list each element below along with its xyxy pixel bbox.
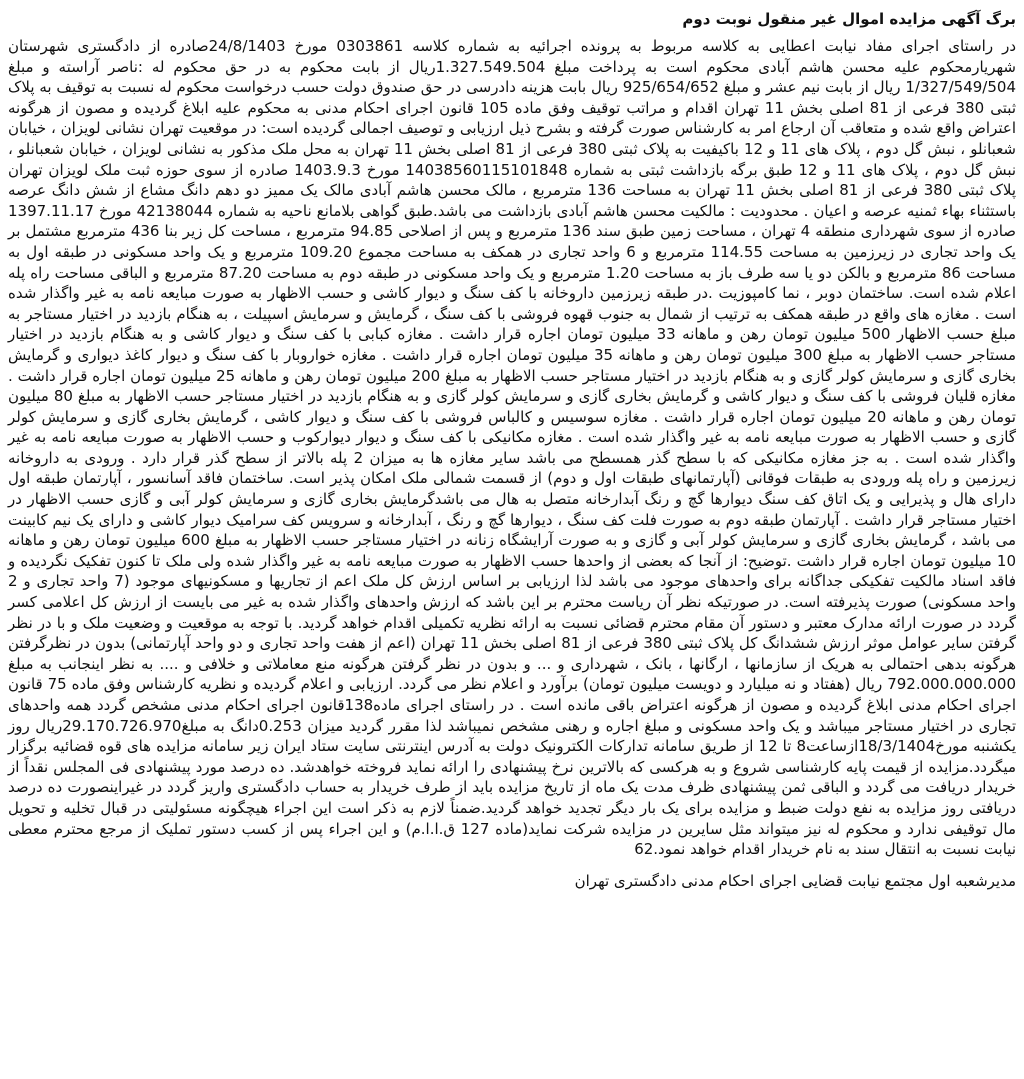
notice-title: برگ آگهی مزایده اموال غیر منقول نوبت دوم <box>682 10 1016 28</box>
notice-body: در راستای اجرای مفاد نیابت اعطایی به کلاسه مربوط به پرونده اجرائیه به شماره کلاسه 0303861 مورخ 24/8/1403صادره از دادگستری شهرستان شهریارمحکوم علیه محسن هاشم آبادی محکوم است به پرداخت مبلغ 1.327.549.504ریال از بابت محکوم به در حق محکوم له :ناصر آراسته و مبلغ 1/327/549/504 ریال از بابت نیم عشر و مبلغ 925/654/652 ریال بابت هزینه دادرسی در حق صندوق دولت حسب درخواست محکوم له نسبت به توقیف به پلاک ثبتی 380 فرعی از 81 اصلی بخش 11 تهران اقدام و مراتب توقیف وفق ماده 105 قانون اجرای احکام مدنی به محکوم علیه ابلاغ گردیده و مصون از هرگونه اعتراض واقع شده و متعاقب آن ارجاع امر به کارشناس صورت گرفته و بشرح ذیل ارزیابی و توصیف اجمالی گردیده است: در موقعیت تهران نشانی لویزان ، خیابان شعبانلو ، نبش گل دوم ، پلاک های 11 و 12 باکیفیت به پلاک ثبتی 380 فرعی از 81 اصلی بخش 11 تهران به محل ملک مذکور به نشانی لویزان ، خیابان شعبانلو ، نبش گل دوم ، پلاک های 11 و 12 طبق برگه بازداشت ثبتی به شماره 14038560115101848 مورخ 1403.9.3 صادره از سوی حوزه ثبت ملک لویزان تهران پلاک ثبتی 380 فرعی از 81 اصلی بخش 11 تهران به مساحت 136 مترمربع ، مالک محسن هاشم آبادی مالک یک ممیز دو دهم دانگ مشاع از شش دانگ عرصه باستثناء بهاء ثمنیه عرصه و اعیان . محدودیت : مالکیت محسن هاشم آبادی بازداشت می باشد.طبق گواهی بلامانع ناحیه به شماره 42138044 مورخ 1397.11.17 صادره از سوی شهرداری منطقه 4 تهران ، مساحت زمین طبق سند 136 مترمربع و پس از اصلاحی 94.85 مترمربع ، مساحت کل زیر بنا 436 مترمربع مشتمل بر یک واحد تجاری در زیرزمین به مساحت 114.55 مترمربع و 6 واحد تجاری در همکف به مساحت مجموع 109.20 مترمربع و یک واحد مسکونی در طبقه اول به مساحت 86 مترمربع و بالکن دو یا سه طرف باز به مساحت 1.20 مترمربع و یک واحد مسکونی در طبقه دوم به مساحت 87.20 مترمربع و الباقی مساحت راه پله اعلام شده است. ساختمان دوبر ، نما کامپوزیت .در طبقه زیرزمین داروخانه با کف سنگ و دیوار کاشی و حسب الاظهار به صورت مبایعه نامه به غیر واگذار شده است . مغازه های واقع در طبقه همکف به ترتیب از شمال به جنوب قهوه فروشی با کف سنگ ، گرمایش و سرمایش اسپیلت ، به هنگام بازدید در اختیار مستاجر به مبلغ حسب الاظهار 500 میلیون تومان رهن و ماهانه 33 میلیون تومان اجاره قرار داشت . مغازه کبابی با کف سنگ و دیوار کاشی و به هنگام بازدید در اختیار مستاجر حسب الاظهار به مبلغ 300 میلیون تومان رهن و ماهانه 35 میلیون تومان اجاره قرار داشت . مغازه خواروبار با کف سنگ و دیوار کاغذ دیواری و گرمایش بخاری گازی و سرمایش کولر گازی و به هنگام بازدید در اختیار مستاجر حسب الاظهار به مبلغ 200 میلیون تومان رهن و ماهانه 25 میلیون تومان اجاره قرار داشت . مغازه قلیان فروشی با کف سنگ و دیوار کاشی و گرمایش بخاری گازی و سرمایش کولر گازی و به هنگام بازدید در اختیار مستاجر حسب الاظهار به مبلغ 80 میلیون تومان رهن و ماهانه 20 میلیون تومان اجاره قرار داشت . مغازه سوسیس و کالباس فروشی با کف سنگ و دیوار کاشی ، گرمایش بخاری گازی و سرمایش کولر گازی و حسب الاظهار به صورت مبایعه نامه به غیر واگذار شده است . مغازه مکانیکی با کف سنگ و دیوار دیوارکوب و حسب الاظهار به صورت مبایعه نامه به غیر واگذار شده است . به جز مغازه مکانیکی که با سطح گذر همسطح می باشد سایر مغازه ها به میزان 2 پله بالاتر از سطح گذر قرار دارد . ورودی به داروخانه زیرزمین و راه پله ورودی به طبقات فوقانی (آپارتمانهای طبقات اول و دوم) از قسمت شمالی ملک امکان پذیر است. ساختمان فاقد آسانسور ، آپارتمان طبقه اول دارای هال و پذیرایی و یک اتاق کف سنگ دیوارها گچ و رنگ آبدارخانه متصل به هال می باشدگرمایش بخاری گازی و سرمایش کولر آبی و گازی حسب الاظهار در اختیار مستاجر قرار داشت . آپارتمان طبقه دوم به صورت فلت کف سنگ ، دیوارها گچ و رنگ ، آبدارخانه و سرویس کف سرامیک دیوار کاشی و دارای یک نیم کابینت می باشد ، گرمایش بخاری گازی و سرمایش کولر آبی و گازی و به صورت آرایشگاه زنانه در اختیار مستاجر حسب الاظهار به مبلغ 600 میلیون تومان رهن و ماهانه 10 میلیون تومان اجاره قرار داشت .توضیح: از آنجا که بعضی از واحدها حسب الاظهار به صورت مبایعه نامه به غیر واگذار شده ولی ملک تا کنون تفکیک نگردیده و فاقد اسناد مالکیت تفکیکی جداگانه برای واحدهای موجود می باشد لذا ارزیابی بر اساس ارزش کل ملک اعم از تجاریها و مسکونیهای موجود (7 واحد تجاری و 2 واحد مسکونی) صورت پذیرفته است. در صورتیکه نظر آن ریاست محترم بر این باشد که ارزش واحدهای واگذار شده به غیر می بایست از ارزش کل اعلامی کسر گردد در صورت ارائه مدارک معتبر و دستور آن مقام محترم قضائی نسبت به ارائه نظریه تکمیلی اقدام خواهد گردید. با توجه به موقعیت و وضعیت ملک و با در نظر گرفتن سایر عوامل موثر ارزش ششدانگ کل پلاک ثبتی 380 فرعی از 81 اصلی بخش 11 تهران (اعم از هفت واحد تجاری و دو واحد آپارتمانی) بدون در نظرگرفتن هرگونه بدهی احتمالی به هریک از سازمانها ، ارگانها ، بانک ، شهرداری و ... و بدون در نظر گرفتن هرگونه منع معاملاتی و خلافی و .... به نظر اینجانب به مبلغ 792.000.000.000 ریال (هفتاد و نه میلیارد و دویست میلیون تومان) برآورد و اعلام نظر می گردد. ارزیابی و اعلام گردیده و نظریه کارشناس وفق ماده 75 قانون اجرای احکام مدنی ابلاغ گردیده و مصون از هرگونه اعتراض باقی مانده است . در راستای اجرای ماده138قانون اجرای احکام مدنی مشخص گردد همه واحدهای تجاری در اختیار مستاجر میباشد و یک واحد مسکونی و مبلغ اجاره و رهنی مشخص نمیباشد لذا مقرر گردید میزان 0.253دانگ به مبلغ29.170.726.970ریال روز یکشنبه مورخ18/3/1404ازساعت8 تا 12 از طریق سامانه تدارکات الکترونیک دولت به آدرس اینترنتی سایت ستاد ایران زیر سامانه مزایده های قوه قضائیه برگزار میگردد.مزایده از قیمت پایه کارشناسی شروع و به هرکسی که بالاترین نرخ پیشنهادی را ارائه نماید فروخته خواهدشد. ده درصد مورد پیشنهادی فی المجلس نقداً از خریدار دریافت می گردد و الباقی ثمن پیشنهادی ظرف مدت یک ماه از تاریخ مزایده باید از طرف خریدار به حساب دادگستری واریز گردد در غیراینصورت ده درصد دریافتی روز مزایده به نفع دولت ضبط و مزایده برای یک بار دیگر تجدید خواهد گردید.ضمناً لازم به ذکر است این اجراء هیچگونه مسئولیتی در قبال تخلیه و تحویل مال توقیفی ندارد و محکوم له نیز میتواند مثل سایرین در مزایده شرکت نماید(ماده 127 ق.ا.ا.م) و این اجراء پس از کسب دستور تملیک از مرجع محترم معطی نیابت نسبت به انتقال سند به نام خریدار اقدام خواهد نمود.62 <box>8 37 1017 859</box>
notice-signature: مدیرشعبه اول مجتمع نیابت قضایی اجرای احکام مدنی دادگستری تهران <box>574 871 1016 890</box>
